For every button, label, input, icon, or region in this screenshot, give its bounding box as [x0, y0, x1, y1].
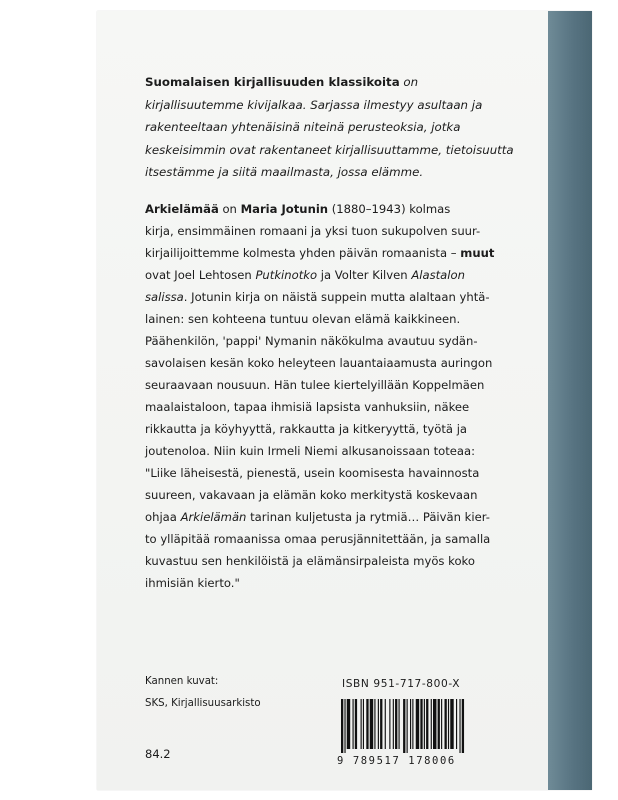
book-back-cover — [97, 11, 592, 790]
library-class-code: 84.2 — [145, 747, 171, 761]
barcode-bar — [399, 699, 400, 749]
barcode-bar — [380, 699, 382, 749]
desc-line-16: to ylläpitää romaanissa omaa perusjännitettään, ja samalla — [145, 532, 491, 546]
desc-line-5: salissa. Jotunin kirja on näistä suppein mutta alaltaan yhtä- — [145, 290, 490, 304]
desc-line-10: maalaistaloon, tapaa ihmisiä lapsista vanhuksiin, näkee — [145, 400, 470, 414]
barcode-bar — [450, 699, 453, 749]
barcode-bar — [366, 699, 368, 749]
barcode-bar — [341, 699, 343, 753]
barcode-bar — [353, 699, 354, 749]
barcode-bar — [456, 699, 457, 749]
barcode-bar — [389, 699, 390, 749]
barcode-bar — [361, 699, 362, 749]
barcode-bar — [426, 699, 428, 749]
desc-line-8: savolaisen kesän koko heleyteen lauantaiaamusta auringon — [145, 356, 493, 370]
desc-line-15: ohjaa Arkielämän tarinan kuljetusta ja rytmiä… Päivän kier- — [145, 510, 490, 524]
barcode-bar — [431, 699, 432, 749]
barcode-bar — [445, 699, 447, 749]
barcode-bar — [416, 699, 419, 749]
barcode — [337, 699, 499, 753]
desc-line-6: lainen: sen kohteena tuntuu olevan elämä kaikkineen. — [145, 312, 461, 326]
credits-source: SKS, Kirjallisuusarkisto — [145, 698, 261, 709]
barcode-bar — [441, 699, 442, 749]
series-intro-paragraph — [145, 71, 515, 184]
barcode-bar — [393, 699, 394, 749]
barcode-bar — [433, 699, 436, 749]
series-intro-text: on kirjallisuutemme kivijalkaa. Sarjassa ilmestyy asultaan ja rakenteeltaan yhtenäisinä niteinä perusteoksia, jotka keskeisimmin ovat rakentaneet kirjallisuuttamme, tietoisuutta itsestämme ja siitä maailmasta, jossa elämme. — [145, 75, 514, 180]
desc-line-4: ovat Joel Lehtosen Putkinotko ja Volter Kilven Alastalon — [145, 268, 465, 282]
desc-line-18: ihmisiän kierto." — [145, 576, 240, 590]
book-description-paragraph — [145, 198, 525, 594]
desc-line-13: "Liike läheisestä, pienestä, usein koomisesta havainnosta — [145, 466, 480, 480]
barcode-bar — [407, 699, 408, 753]
author-name: Maria Jotunin — [240, 202, 329, 216]
barcode-bar — [462, 699, 464, 753]
barcode-bar — [385, 699, 386, 749]
barcode-bar — [374, 699, 375, 749]
isbn-label: ISBN 951-717-800-X — [342, 678, 461, 690]
desc-line-7: Päähenkilön, 'pappi' Nymanin näkökulma avautuu sydän- — [145, 334, 478, 348]
barcode-number: 9 789517 178006 — [337, 755, 456, 767]
desc-line-1: Arkielämää on Maria Jotunin (1880–1943) kolmas — [145, 202, 451, 216]
series-name: Suomalaisen kirjallisuuden klassikoita — [145, 75, 400, 89]
barcode-bar — [420, 699, 422, 749]
cover-image-credits — [145, 671, 261, 715]
barcode-bar — [395, 699, 397, 749]
book-spine — [548, 11, 592, 790]
barcode-bar — [448, 699, 449, 749]
desc-line-12: joutenoloa. Niin kuin Irmeli Niemi alkusanoissaan toteaa: — [145, 444, 476, 458]
barcode-bar — [424, 699, 425, 749]
barcode-bar — [438, 699, 440, 749]
barcode-bar — [410, 699, 411, 749]
desc-line-2: kirja, ensimmäinen romaani ja yksi tuon sukupolven suur- — [145, 224, 481, 238]
barcode-bar — [355, 699, 357, 749]
barcode-bar — [347, 699, 350, 749]
desc-line-17: kuvastuu sen henkilöistä ja elämänsirpaleista myös koko — [145, 554, 475, 568]
desc-line-9: seuraavaan nousuun. Hän tulee kiertelyillään Koppelmäen — [145, 378, 485, 392]
barcode-bar — [459, 699, 460, 753]
barcode-bar — [370, 699, 373, 749]
barcode-bar — [378, 699, 379, 749]
barcode-bar — [412, 699, 413, 749]
desc-line-3: kirjailijoittemme kolmesta yhden päivän romaanista – muut — [145, 246, 495, 260]
desc-line-11: rikkautta ja köyhyyttä, rakkautta ja kitkeryyttä, työtä ja — [145, 422, 468, 436]
barcode-bar — [344, 699, 345, 753]
barcode-bar — [403, 699, 405, 753]
barcode-bars — [337, 699, 499, 753]
book-title: Arkielämää — [145, 202, 219, 216]
barcode-bar — [363, 699, 364, 749]
desc-line-14: suureen, vakavaan ja elämän koko merkitystä koskevaan — [145, 488, 478, 502]
credits-heading: Kannen kuvat: — [145, 676, 219, 687]
